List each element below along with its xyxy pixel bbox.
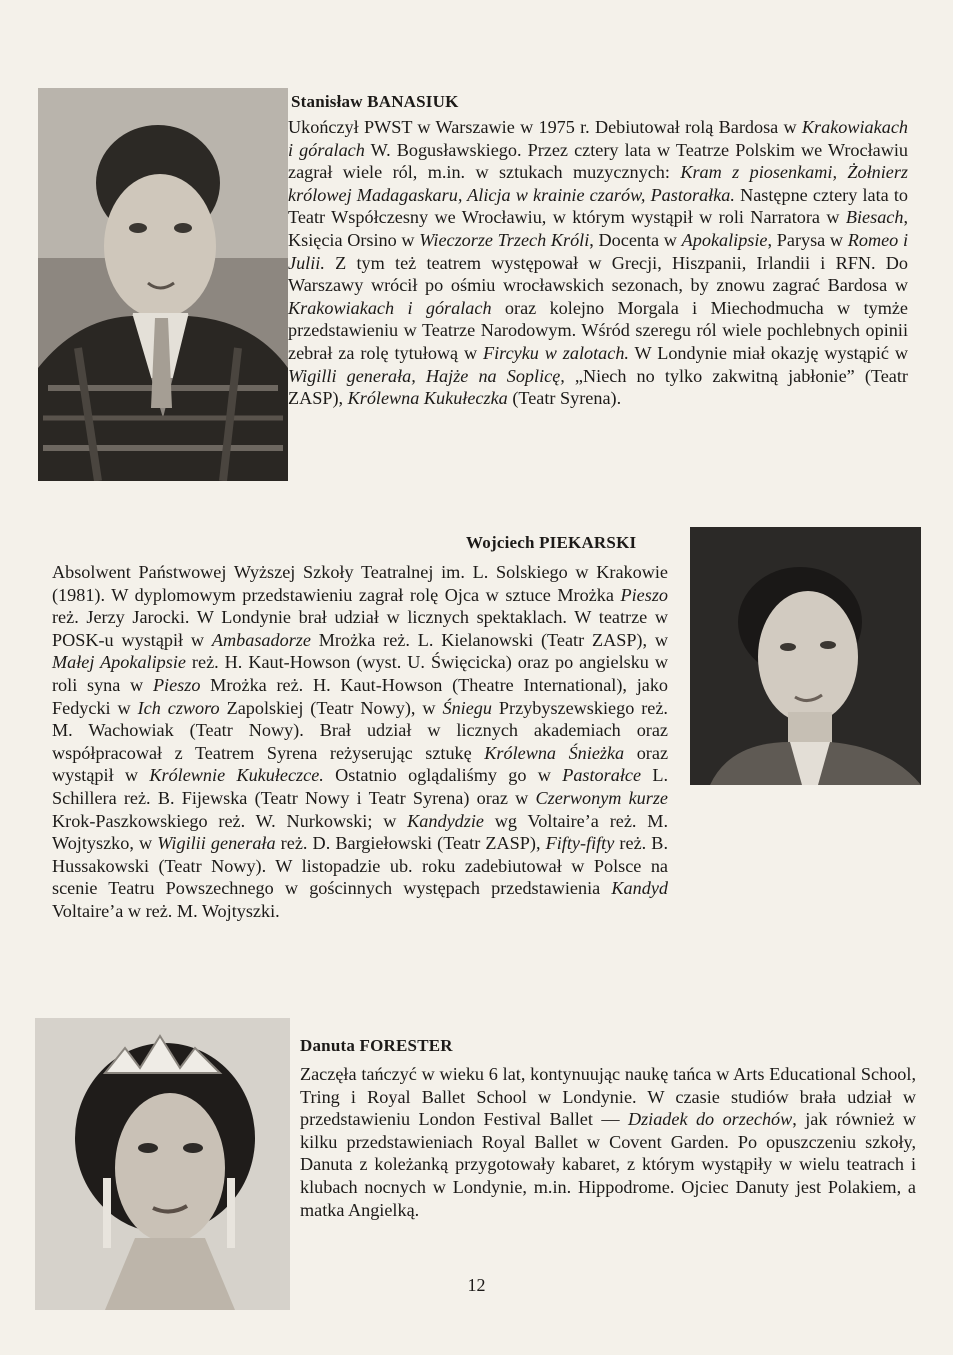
biography-piekarski [52,561,668,923]
bio-text: Z tym też teatrem występował w Grecji, Hiszpanii, Irlandii i RFN. Do Warszawy wrócił po ośmiu wrocławskich sezonach, by znowu zagrać Bardosa w [288,252,908,296]
bio-text: W. Bogusławskiego. Przez cztery lata w Teatrze Polskim we Wrocławiu zagrał wiele ról, m.in. w sztukach muzycznych: [288,139,908,183]
work-title: Śniegu [442,697,492,718]
last-name: FORESTER [359,1036,453,1055]
person-name-forester [300,1036,453,1056]
portrait-photo-banasiuk [38,88,288,481]
bio-text: Następne cztery lata to Teatr Współczesny we Wrocławiu, w którym wystąpił w roli Narratora w [288,184,908,228]
work-title: Królewna Kukułeczka [347,388,508,409]
bio-text: L. Schillera reż. B. Fijewska (Teatr Nowy i Teatr Syrena) oraz w [52,765,668,808]
bio-text: reż. Jerzy Jarocki. W Londynie brał udział w licznych spektaklach. W teatrze w POSK-u wystąpił w [52,607,668,650]
work-title: Dziadek do orzechów [627,1109,793,1130]
work-title: Pastorałce [562,765,642,786]
work-title: Kram z piosenkami, Żołnierz królowej Madagaskaru, Alicja w krainie czarów, Pastorałka. [288,162,908,205]
work-title: Ich czworo [137,697,220,718]
bio-text: oraz kolejno Morgala i Miechodmucha w tymże przedstawieniu w Teatrze Narodowym. Wśród szeregu ról wiele pochlebnych opinii zebrał za rolę tytułową w [288,297,909,363]
bio-text: Ostatnio oglądaliśmy go w [323,765,563,786]
bio-text: Mrożka reż. L. Kielanowski (Teatr ZASP), w [310,629,668,650]
bio-text: (Teatr Syrena). [507,388,622,409]
work-title: Kandyd [611,878,668,899]
bio-text: Krok-Paszkowskiego reż. W. Nurkowski; w [52,810,408,831]
work-title: Fifty-fifty [545,833,615,854]
work-title: Krakowiakach i góralach [288,117,908,160]
first-name: Stanisław [291,92,363,111]
bio-text: , jak również w kilku przedstawieniach Royal Ballet w Covent Garden. Po opuszczeniu szkoły, Danuta z koleżanką przygotowały kabaret, z którym wystąpiły w wielu teatrach i klubach nocnych w Londynie, m.in. Hippodrome. Ojciec Danuty jest Polakiem, a matka Angielką. [300,1109,916,1220]
last-name: PIEKARSKI [539,533,637,552]
bio-text: oraz wystąpił w [52,742,669,786]
last-name: BANASIUK [367,92,459,111]
bio-text: , Docenta w [589,229,682,250]
work-title: Romeo i Julii. [288,229,908,273]
bio-text: Voltaire’a w reż. M. Wojtyszki. [52,900,280,921]
bio-text: reż. D. Bargiełowski (Teatr ZASP), [275,833,546,854]
person-name-banasiuk [291,92,459,112]
page-number: 12 [467,1275,486,1295]
work-title: Krakowiakach i góralach [288,297,492,318]
work-title: Królewnie Kukułeczce. [149,765,324,786]
bio-text: , Parysa w [767,229,848,250]
bio-text: W Londynie miał okazję wystąpić w [628,342,909,363]
work-title: Fircyku w zalotach. [483,342,629,363]
work-title: Pieszo [152,674,201,695]
first-name: Danuta [300,1036,356,1055]
work-title: Czerwonym kurze [535,787,669,808]
bio-text: , Księcia Orsino w [288,207,908,250]
work-title: Królewna Śnieżka [484,742,625,763]
work-title: Wieczorze Trzech Króli [419,229,590,250]
work-title: Pieszo [620,584,668,605]
bio-text: reż. B. Hussakowski (Teatr Nowy). W listopadzie ub. roku zadebiutował w Polsce na scenie Teatru Powszechnego w gościnnych występach przedstawienia [52,833,668,899]
work-title: Ambasadorze [211,629,311,650]
bio-text: Zaczęła tańczyć w wieku 6 lat, kontynuując naukę tańca w Arts Educational School, Tring i Royal Ballet School w Londynie. W czasie studiów brała udział w przedstawieniu London Festival Ballet — [300,1064,916,1130]
biography-forester [300,1063,916,1221]
first-name: Wojciech [466,533,535,552]
work-title: Apokalipsie [681,229,768,250]
bio-text: wg Voltaire’a reż. M. Wojtyszko, w [52,810,668,854]
portrait-photo-piekarski [690,527,921,785]
work-title: Wigilli generała, Hajże na Soplicę, [288,365,565,386]
portrait-photo-forester [35,1018,290,1310]
work-title: Biesach [845,207,904,228]
bio-text: Zapolskiej (Teatr Nowy), w [219,697,443,718]
bio-text: Przybyszewskiego reż. M. Wachowiak (Teatr Nowy). Brał udział w licznych akademiach oraz współpracował z Teatrem Syrena reżyserując sztukę [52,697,668,763]
bio-text: reż. H. Kaut-Howson (wyst. U. Święcicka) oraz po angielsku w roli syna w [52,652,668,695]
bio-text: Ukończył PWST w Warszawie w 1975 r. Debiutował rolą Bardosa w [288,117,802,137]
bio-text: Mrożka reż. H. Kaut-Howson (Theatre International), jako Fedycki w [52,674,669,718]
work-title: Kandydzie [407,810,484,831]
bio-text: Absolwent Państwowej Wyższej Szkoły Teatralnej im. L. Solskiego w Krakowie (1981). W dyplomowym przedstawieniu zagrał rolę Ojca w sztuce Mrożka [52,562,668,605]
person-name-piekarski [466,533,636,553]
biography-banasiuk [288,116,908,410]
work-title: Małej Apokalipsie [52,652,186,673]
work-title: Wigilii generała [157,833,276,854]
bio-text: „Niech no tylko zakwitną jabłonie” (Teatr ZASP), [288,365,908,409]
